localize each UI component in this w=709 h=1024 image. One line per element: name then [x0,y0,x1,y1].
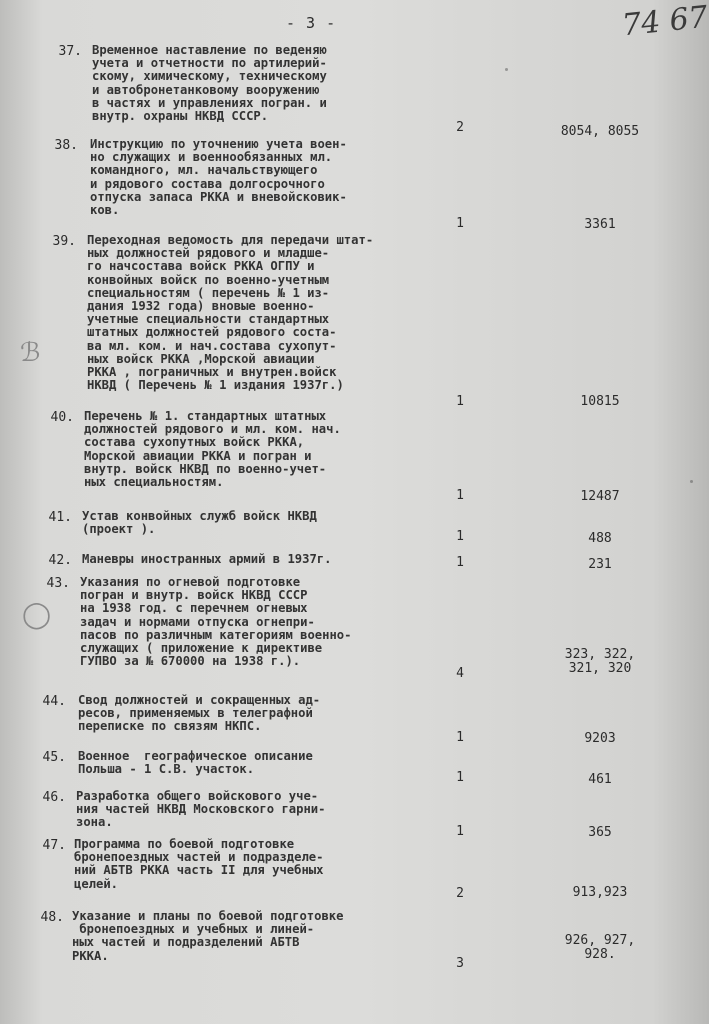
entry-number: 46. [42,790,66,805]
entry-number: 37. [58,44,82,59]
page-number: - 3 - [286,14,337,32]
entry-quantity: 3 [456,956,464,971]
entry-quantity: 1 [456,824,464,839]
margin-pencil-mark: ℬ [20,338,41,368]
entry-reference: 3361 [584,217,616,232]
entry-reference: 9203 [584,731,616,746]
margin-pencil-mark: ◯ [22,600,52,630]
entry-quantity: 2 [456,886,464,901]
entry-reference: 12487 [580,489,620,504]
entry-quantity: 2 [456,120,464,135]
entry-text: Временное наставление по веденяю учета и отчетности по артилерий- скому, химическому, техническому и автобронетанковому вооружению в частях и управлениях погран. и внутр. охраны НКВД СССР. [92,43,327,124]
entry-quantity: 1 [456,730,464,745]
entry-text: Инструкцию по уточнению учета воен- но служащих и военнообязанных мл. командного, мл. начальствующего и рядового состава долгосрочного отпуска запаса РККА и вневойсковик- ков. [90,137,347,218]
entry-text: Программа по боевой подготовке бронепоездных частей и подразделе- ний АБТВ РККА часть II для учебных целей. [74,837,324,891]
entry-text: Перечень № 1. стандартных штатных должностей рядового и мл. ком. нач. состава сухопутных войск РККА, Морской авиации РККА и погран и внутр. войск НКВД по военно-учет- ных специальностям. [84,409,341,490]
entry-reference: 926, 927, 928. [564,933,636,962]
paper-speck [690,480,693,483]
entry-number: 41. [48,510,72,525]
entry-reference: 461 [588,772,612,787]
entry-reference: 10815 [580,394,620,409]
entry-number: 40. [50,410,74,425]
paper-speck [505,68,508,71]
entry-quantity: 1 [456,555,464,570]
entry-text: Устав конвойных служб войск НКВД (проект ). [82,509,317,537]
entry-quantity: 1 [456,770,464,785]
entry-reference: 365 [588,825,612,840]
entry-reference: 913,923 [572,885,628,900]
entry-number: 38. [54,138,78,153]
entry-reference: 488 [588,531,612,546]
entry-number: 45. [42,750,66,765]
archive-mark: 74 67 [620,0,709,44]
entry-quantity: 4 [456,666,464,681]
entry-text: Свод должностей и сокращенных ад- ресов, применяемых в телеграфной переписке по связям НКПС. [78,693,321,734]
entry-number: 42. [48,553,72,568]
entry-text: Военное географическое описание Польша - 1 С.В. участок. [78,749,313,777]
entry-quantity: 1 [456,529,464,544]
entry-text: Переходная ведомость для передачи штат- ных должностей рядового и младше- го начсостава войск РККА ОГПУ и конвойных войск по военно-учетным специальностям ( перечень № 1 из- дания 1932 года) вновые военно- учетные специальности стандартных штатных должностей рядового соста- ва мл. ком. и нач.состава сухопут- ных войск РККА ,Морской авиации РККА , пограничных и внутрен.войск НКВД ( Перечень № 1 издания 1937г.) [87,233,374,393]
entry-text: Указания по огневой подготовке погран и внутр. войск НКВД СССР на 1938 год. с перечнем огневых задач и нормами отпуска огнепри- пасов по различным категориям военно- служащих ( приложение к директиве ГУПВО за № 670000 на 1938 г.). [80,575,352,669]
entry-reference: 8054, 8055 [560,124,640,139]
entry-quantity: 1 [456,216,464,231]
entry-number: 48. [40,910,64,925]
entry-number: 39. [52,234,76,249]
entry-text: Указание и планы по боевой подготовке бронепоездных и учебных и линей- ных частей и подразделений АБТВ РККА. [72,909,344,963]
entry-number: 47. [42,838,66,853]
entry-reference: 323, 322, 321, 320 [564,647,636,676]
entry-quantity: 1 [456,394,464,409]
entry-text: Маневры иностранных армий в 1937г. [82,552,332,566]
entry-quantity: 1 [456,488,464,503]
entry-number: 43. [46,576,70,591]
entry-number: 44. [42,694,66,709]
entry-text: Разработка общего войскового уче- ния частей НКВД Московского гарни- зона. [76,789,326,830]
entry-reference: 231 [588,557,612,572]
